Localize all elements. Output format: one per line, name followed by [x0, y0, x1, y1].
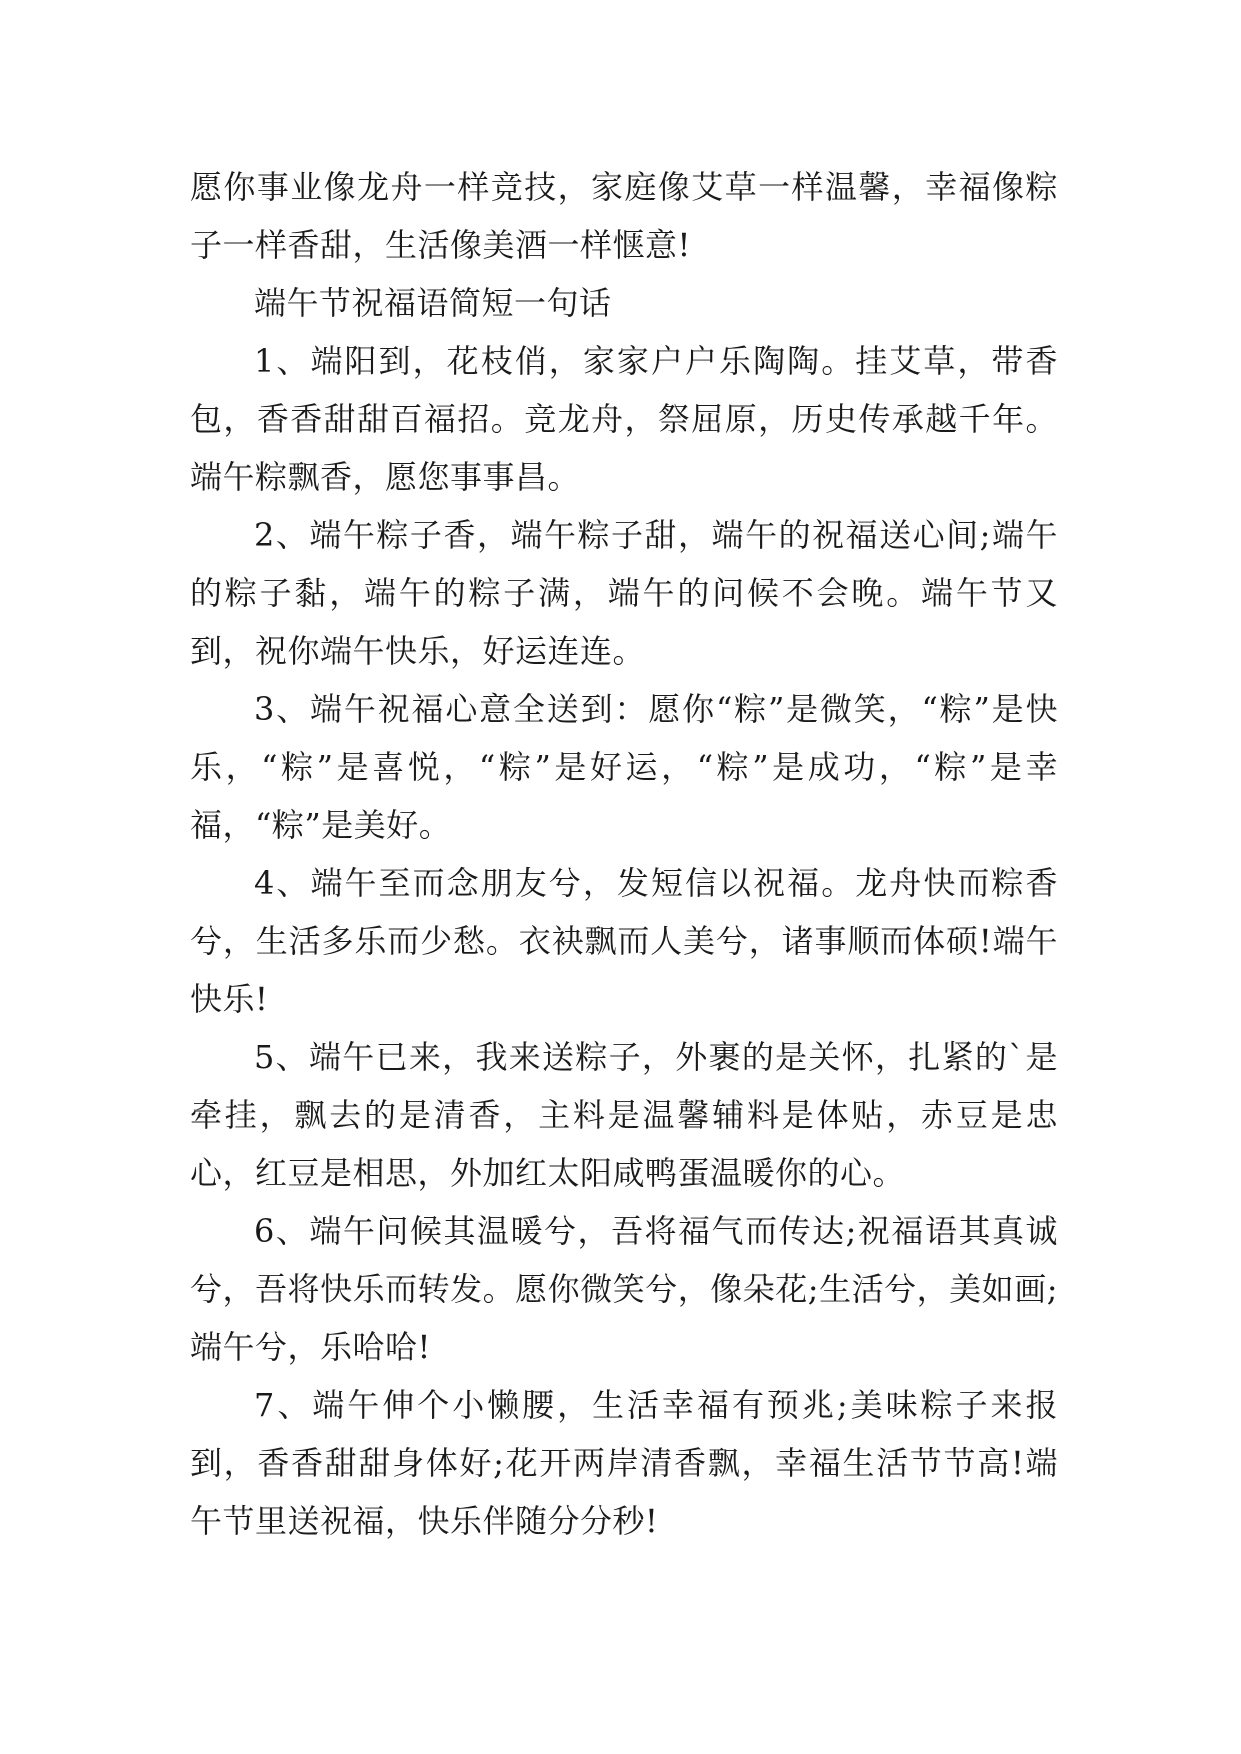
blessing-item-1: 1、端阳到，花枝俏，家家户户乐陶陶。挂艾草，带香包，香香甜甜百福招。竞龙舟，祭屈原，历史传承越千年。端午粽飘香，愿您事事昌。 — [190, 342, 1058, 496]
intro-paragraph: 愿你事业像龙舟一样竞技，家庭像艾草一样温馨，幸福像粽子一样香甜，生活像美酒一样惬意! — [190, 168, 1058, 264]
section-heading: 端午节祝福语简短一句话 — [254, 284, 612, 322]
blessing-item-5: 5、端午已来，我来送粽子，外裹的是关怀，扎紧的`是牵挂，飘去的是清香，主料是温馨辅料是体贴，赤豆是忠心，红豆是相思，外加红太阳咸鸭蛋温暖你的心。 — [190, 1038, 1058, 1192]
blessing-item-4: 4、端午至而念朋友兮，发短信以祝福。龙舟快而粽香兮，生活多乐而少愁。衣袂飘而人美兮，诸事顺而体硕!端午快乐! — [190, 864, 1058, 1018]
blessing-item-2: 2、端午粽子香，端午粽子甜，端午的祝福送心间;端午的粽子黏，端午的粽子满，端午的问候不会晚。端午节又到，祝你端午快乐，好运连连。 — [190, 516, 1058, 670]
blessing-item-3: 3、端午祝福心意全送到：愿你“粽”是微笑，“粽”是快乐，“粽”是喜悦，“粽”是好运，“粽”是成功，“粽”是幸福，“粽”是美好。 — [190, 690, 1058, 844]
blessing-item-6: 6、端午问候其温暖兮，吾将福气而传达;祝福语其真诚兮，吾将快乐而转发。愿你微笑兮，像朵花;生活兮，美如画;端午兮，乐哈哈! — [190, 1212, 1058, 1366]
blessing-item-7: 7、端午伸个小懒腰，生活幸福有预兆;美味粽子来报到，香香甜甜身体好;花开两岸清香飘，幸福生活节节高!端午节里送祝福，快乐伴随分分秒! — [190, 1386, 1058, 1540]
document-body — [190, 158, 1058, 1550]
